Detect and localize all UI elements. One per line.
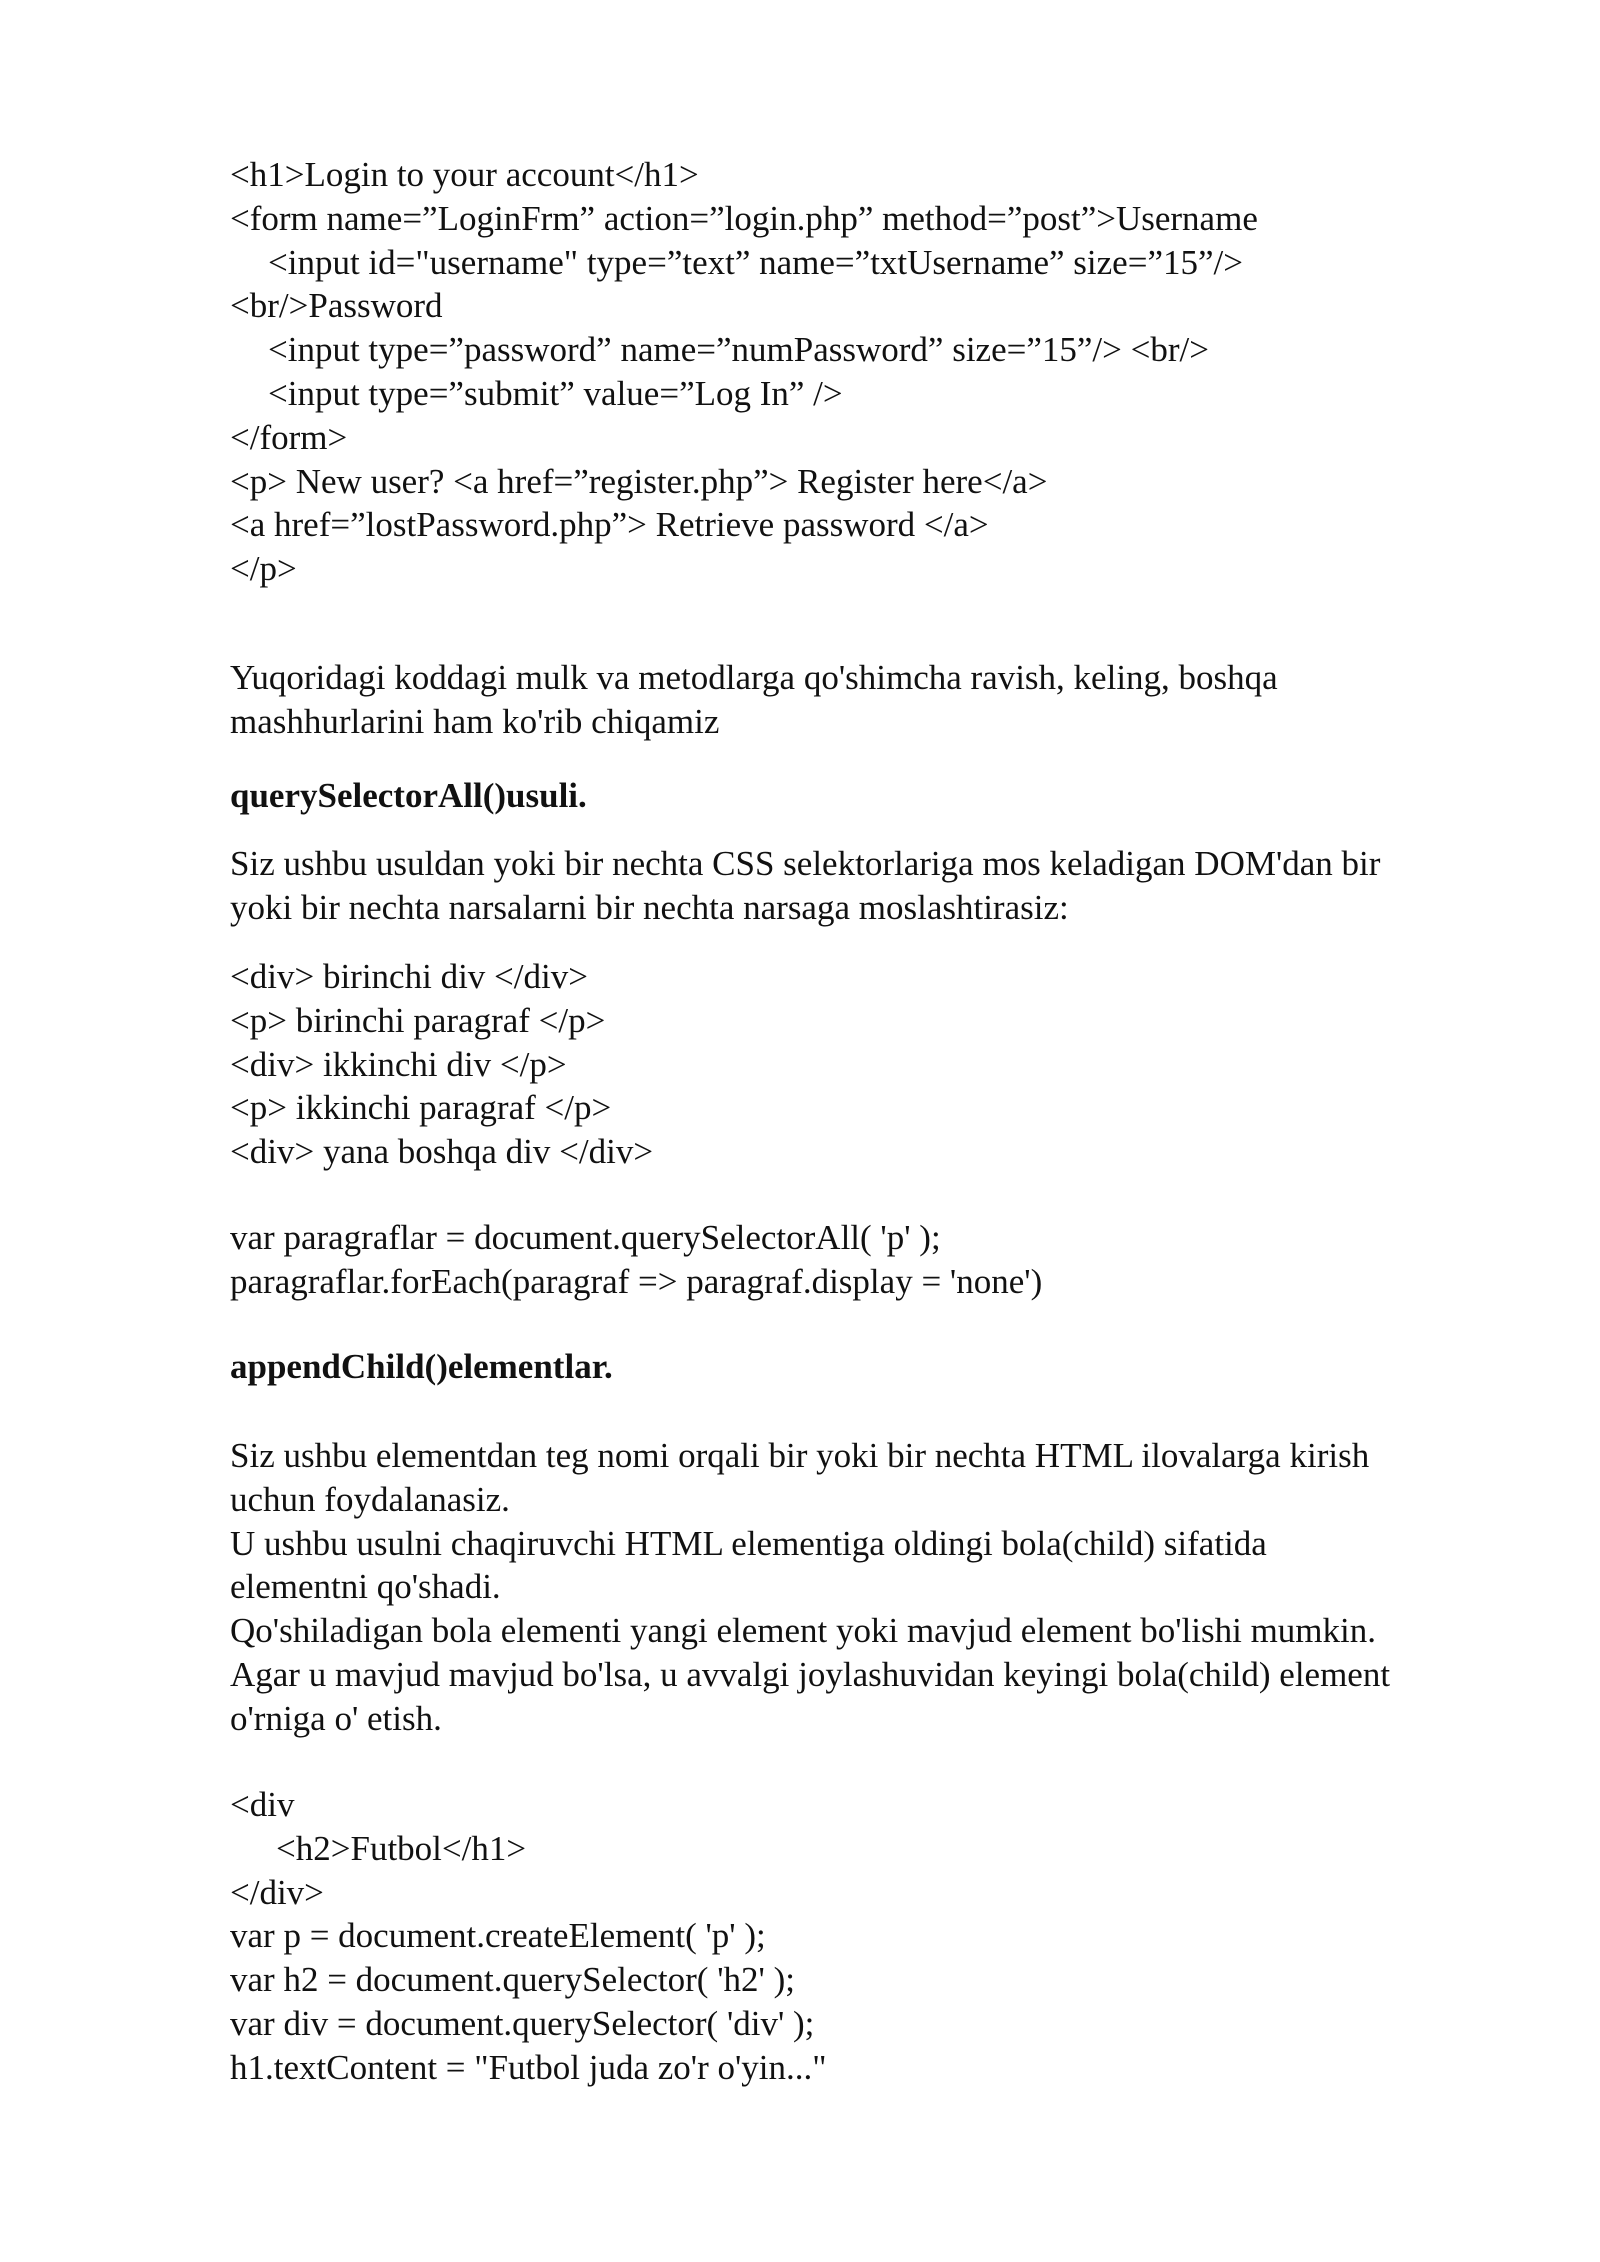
code-line: <p> birinchi paragraf </p> (230, 1000, 606, 1040)
code-block-qsa-js (230, 1216, 1520, 1304)
code-line: var div = document.querySelector( 'div' ); (230, 2003, 815, 2043)
text-line: yoki bir nechta narsalarni bir nechta narsaga moslashtirasiz: (230, 887, 1069, 927)
code-line: <div> birinchi div </div> (230, 957, 588, 996)
text-line: mashhurlarini ham ko'rib chiqamiz (230, 701, 720, 741)
text-line: Siz ushbu elementdan teg nomi orqali bir yoki bir nechta HTML ilovalarga kirish (230, 1436, 1370, 1475)
queryselectorall-description (230, 842, 1520, 930)
code-line: </p> (230, 549, 297, 589)
intro-paragraph (230, 656, 1520, 744)
text-line: Siz ushbu usuldan yoki bir nechta CSS selektorlariga mos keladigan DOM'dan bir (230, 844, 1381, 883)
text-line: Qo'shiladigan bola elementi yangi element yoki mavjud element bo'lishi mumkin. (230, 1611, 1376, 1651)
code-line: <input type=”password” name=”numPassword” size=”15”/> <br/> (268, 330, 1210, 370)
code-line: <p> New user? <a href=”register.php”> Register here</a> (230, 461, 1048, 501)
code-block-login-form (230, 153, 1520, 591)
appendchild-description (230, 1434, 1520, 1741)
code-line: <h2>Futbol</h1> (276, 1828, 527, 1868)
code-line: <h1>Login to your account</h1> (230, 155, 699, 194)
code-line: <p> ikkinchi paragraf </p> (230, 1088, 612, 1128)
code-line: h1.textContent = "Futbol juda zo'r o'yin..." (230, 2047, 827, 2087)
code-line: <div> yana boshqa div </div> (230, 1132, 654, 1172)
code-line: <br/>Password (230, 286, 443, 326)
code-block-appendchild (230, 1783, 1520, 2090)
code-line: var p = document.createElement( 'p' ); (230, 1916, 766, 1956)
code-line: var paragraflar = document.querySelectorAll( 'p' ); (230, 1218, 941, 1257)
text-line: o'rniga o' etish. (230, 1698, 442, 1738)
code-line: <input type=”submit” value=”Log In” /> (268, 373, 843, 413)
code-line: <input id="username" type=”text” name=”txtUsername” size=”15”/> (268, 242, 1243, 282)
text-line: uchun foydalanasiz. (230, 1479, 510, 1519)
section-heading-queryselectorall: querySelectorAll()usuli. (230, 776, 587, 815)
text-line: U ushbu usulni chaqiruvchi HTML elementiga oldingi bola(child) sifatida (230, 1523, 1267, 1563)
code-line: <a href=”lostPassword.php”> Retrieve password </a> (230, 505, 989, 545)
text-line: Yuqoridagi koddagi mulk va metodlarga qo'shimcha ravish, keling, boshqa (230, 658, 1278, 697)
section-heading-appendchild: appendChild()elementlar. (230, 1347, 613, 1386)
code-line: </form> (230, 417, 348, 457)
code-line: <div (230, 1785, 295, 1824)
code-line: paragraflar.forEach(paragraf => paragraf.display = 'none') (230, 1261, 1043, 1301)
text-line: Agar u mavjud mavjud bo'lsa, u avvalgi joylashuvidan keyingi bola(child) element (230, 1654, 1391, 1694)
code-block-qsa-html (230, 955, 1520, 1174)
code-line: var h2 = document.querySelector( 'h2' ); (230, 1960, 795, 2000)
code-line: <div> ikkinchi div </p> (230, 1044, 567, 1084)
code-line: <form name=”LoginFrm” action=”login.php” method=”post”>Username (230, 198, 1258, 238)
code-line: </div> (230, 1872, 324, 1912)
text-line: elementni qo'shadi. (230, 1567, 501, 1607)
